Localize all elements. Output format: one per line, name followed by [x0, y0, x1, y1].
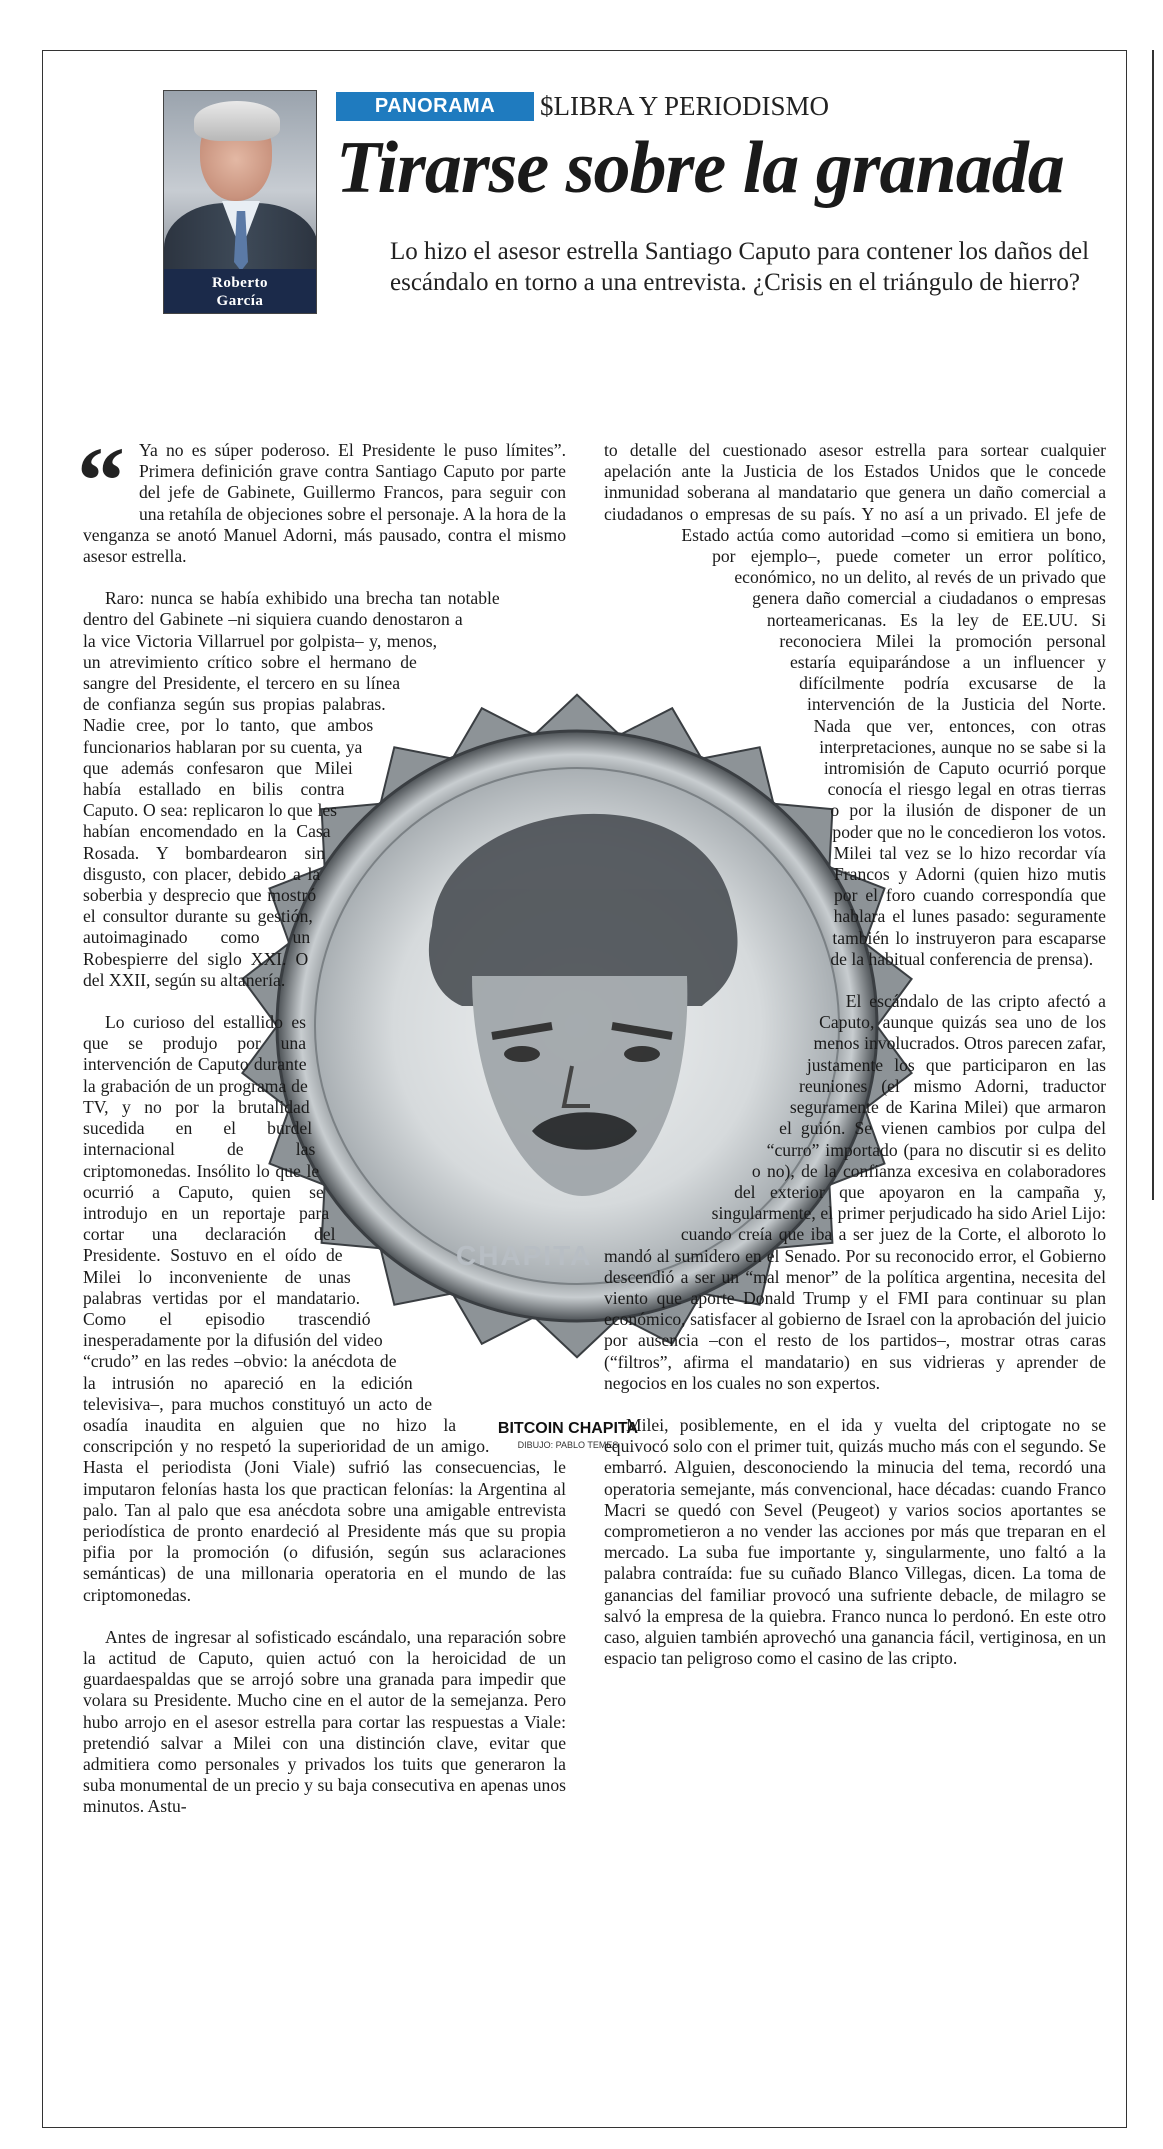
- paragraph: to detalle del cuestionado asesor estrella para sortear cualquier apelación ante la Justicia de los Estados Unidos que le concede inmunidad soberana al mandatario que genera un daño comercial a ciudadanos o empresas de su país. Y no así a un privado. El jefe de Estado actúa como autoridad –como si emitiera un bono, por ejemplo–, puede cometer un error político, económico, no un delito, al revés de un privado que genera daño comercial a ciudadanos o empresas norteamericanas. Es la ley de EE.UU. Si reconociera Milei la promoción personal estaría equiparándose a un influencer y difícilmente podría excusarse de la intervención de la Justicia del Norte. Nada que ver, entonces, con otras interpretaciones, aunque no se sabe si la intromisión de Caputo ocurrió porque conocía el riesgo legal en otras tierras o por la ilusión de disponer de un poder que no le concedieron los votos. Milei tal vez se lo hizo recordar vía Francos y Adorni (quien hizo mutis por el foro cuando correspondía que hablara el lunes pasado: seguramente también lo instruyeron para escaparse de la habitual conferencia de prensa).: [604, 440, 1106, 969]
- section-title: $LIBRA Y PERIODISMO: [540, 91, 830, 121]
- paragraph: El escándalo de las cripto afectó a Caputo, aunque quizás sea uno de los menos involucrados. Otros parecen zafar, justamente los que participaron en las reuniones (el mismo Adorni, traductor seguramente de Karina Milei) que armaron el guión. Se vienen cambios por culpa del “curro” importado (para no discutir si es delito o no), de la confianza excesiva en colaboradores del exterior que apoyaron en la campaña y, singularmente, el primer perjudicado ha sido Ariel Lijo: cuando creía que iba a ser juez de la Corte, el alboroto lo mandó al sumidero en el Senado. Por su reconocido error, el Gobierno descendió a ser un “mal menor” de la política argentina, necesita del viento que aporte Donald Trump y el FMI para continuar su plan económico, satisfacer al gobierno de Israel con la aprobación del juicio por ausencia –con el resto de los partidos–, mostrar otras caras (“filtros”, afirma el mandatario) en sus vidrieras y aprender de negocios en los cuales no son expertos.: [604, 991, 1106, 1393]
- author-photo: [163, 90, 317, 314]
- paragraph: “ Ya no es súper poderoso. El Presidente le puso límites”. Primera definición grave contra Santiago Caputo por parte del jefe de Gabinete, Guillermo Francos, para seguir con una retahíla de objeciones sobre el personaje. A la hora de la venganza se anotó Manuel Adorni, más pausado, contra el mismo asesor estrella.: [77, 427, 566, 567]
- dropcap-quote: “: [77, 427, 125, 534]
- section-badge: PANORAMA: [336, 92, 534, 121]
- headline: Tirarse sobre la granada: [336, 127, 1064, 209]
- article-column-left: [77, 427, 566, 1839]
- author-first-name: Roberto: [212, 275, 268, 291]
- caption-credit: DIBUJO: PABLO TEMES: [517, 1440, 619, 1450]
- cap-label: CHAPITA: [456, 1240, 593, 1271]
- paragraph: Lo curioso del estallido es que se produjo por una intervención de Caputo durante la grabación de un programa de TV, y no por la brutalidad sucedida en el burdel internacional de las criptomonedas. Insólito lo que le ocurrió a Caputo, quien se introdujo en un reportaje para cortar una declaración del Presidente. Sostuvo en el oído de Milei lo inconveniente de unas palabras vertidas por el mandatario. Como el episodio trascendió inesperadamente por la difusión del video “crudo” en las redes –obvio: la anécdota de la intrusión no apareció en la edición televisiva–, para muchos constituyó un acto de osadía inaudita en alguien que no hizo la conscripción y no respetó la superioridad de un amigo. Hasta el periodista (Joni Viale) sufrió las consecuencias, le imputaron felonías hasta los que practican felonías: la Argentina al palo. Tan al palo que esa anécdota sobre una amigable entrevista periodística de pronto enardeció al Presidente más que su propia pifia por la promoción (o difusión, según sus aclaraciones semánticas) de una millonaria operatoria en el mundo de las criptomonedas.: [83, 1012, 566, 1605]
- caption-title: BITCOIN CHAPITA: [497, 1420, 639, 1437]
- author-last-name: García: [216, 293, 264, 309]
- paragraph: Raro: nunca se había exhibido una brecha tan notable dentro del Gabinete –ni siquiera cuando denostaron a la vice Victoria Villarruel por golpista– y, menos, un atrevimiento crítico sobre el hermano de sangre del Presidente, el tercero en su línea de confianza según sus propias palabras. Nadie cree, por lo tanto, que ambos funcionarios hablaran por su cuenta, ya que además confesaron que Milei había estallado en bilis contra Caputo. O sea: replicaron lo que les habían encomendado en la Casa Rosada. Y bombardearon sin disgusto, con placer, debido a la soberbia y desprecio que mostró el consultor durante su gestión, autoimaginado como un Robespierre del siglo XXI. O del XXII, según su altanería.: [83, 588, 500, 990]
- paragraph: Antes de ingresar al sofisticado escándalo, una reparación sobre la actitud de Caputo, quien actuó con la heroicidad de un guardaespaldas que se arrojó sobre una granada para impedir que volara su Presidente. Mucho cine en el autor de la semejanza. Pero hubo arrojo en el asesor estrella para cortar las respuestas a Viale: pretendió salvar a Milei con una distinción clave, evitar que admitiera como personales y privados los tuits que generaron la suba monumental de un precio y su baja consecutiva en apenas unos minutos. Astu-: [83, 1626, 566, 1817]
- column-rule: [1152, 50, 1154, 1200]
- article-column-right: [604, 440, 1106, 1690]
- paragraph: Milei, posiblemente, en el ida y vuelta del criptogate no se equivocó solo con el primer tuit, quizás mucho más con el segundo. Se embarró. Alguien, desconociendo la minucia del tema, recordó una operatoria semejante, más convencional, hace décadas: cuando Franco Macri se quedó con Sevel (Peugeot) y varios socios aportantes se comprometieron a no vender las acciones por más que treparan en el mercado. La suba fue importante y, singularmente, uno faltó a la palabra contraída: fue su cuñado Blanco Villegas, dicen. La toma de ganancias del familiar provocó una sufriente debacle, de milagro se salvó la empresa de la quiebra. Franco nunca lo perdonó. En este otro caso, alguien también aprovechó una ganancia fácil, vertiginosa, en un espacio tan peligroso como el casino de las cripto.: [604, 1414, 1106, 1669]
- subhead: Lo hizo el asesor estrella Santiago Caputo para contener los daños del escándalo en torno a una entrevista. ¿Crisis en el triángulo de hierro?: [390, 238, 1090, 296]
- author-name-box: [164, 269, 316, 313]
